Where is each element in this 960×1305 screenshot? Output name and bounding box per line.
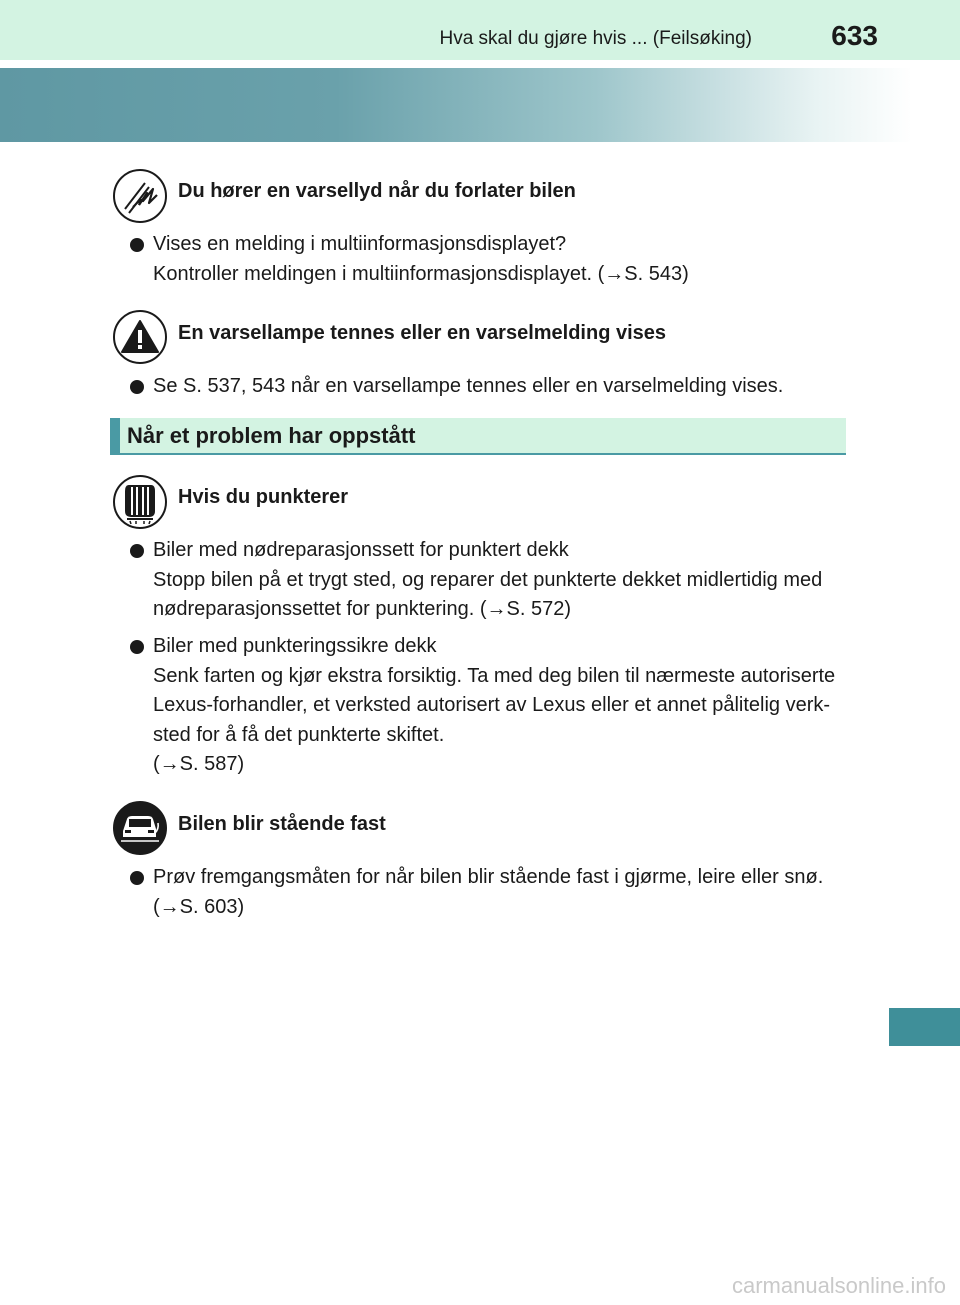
bullet-text: Biler med punkteringssikre dekk Senk farten og kjør ekstra forsiktig. Ta med deg bilen til nærmeste autoriserte Lexus-forhandler, et verksted autorisert av Lexus eller et annet pålitelig verk- sted for å få det punkterte skiftet. (→S. 587)	[153, 635, 836, 775]
section-heading-stuck-vehicle: Bilen blir stående fast	[178, 813, 386, 835]
bullet-marker	[130, 380, 144, 394]
bullet-text: Prøv fremgangsmåten for når bilen blir stående fast i gjørme, leire eller snø. (→S. 603)	[153, 866, 824, 918]
chapter-banner	[0, 68, 960, 142]
bullet-text: Se S. 537, 543 når en varsellampe tennes eller en varselmelding vises.	[153, 375, 784, 397]
bullet-text: Biler med nødreparasjonssett for punktert dekk Stopp bilen på et trygt sted, og reparer det punkterte dekket midlertidig med nødreparasjonssettet for punktering. (→S. 572)	[153, 539, 823, 620]
bullet-text: Vises en melding i multiinformasjonsdisplayet? Kontroller meldingen i multiinformasjonsdisplayet. (→S. 543)	[153, 233, 689, 285]
subsection-title: Når et problem har oppstått	[127, 423, 416, 448]
section-heading-warning-sound: Du hører en varsellyd når du forlater bilen	[178, 180, 576, 202]
chapter-side-tab	[889, 1008, 960, 1046]
subsection-accent	[110, 418, 120, 453]
flat-tire-icon	[113, 475, 167, 529]
section-heading-flat-tire: Hvis du punkterer	[178, 486, 349, 508]
chapter-title: Hva skal du gjøre hvis ... (Feilsøking)	[439, 28, 752, 49]
watermark: carmanualsonline.info	[731, 1273, 946, 1298]
warning-sound-icon	[113, 169, 167, 223]
bullet-marker	[130, 640, 144, 654]
page-number: 633	[831, 20, 878, 51]
stuck-vehicle-icon	[113, 801, 167, 855]
section-heading-warning-light: En varsellampe tennes eller en varselmelding vises	[178, 322, 667, 344]
bullet-marker	[130, 544, 144, 558]
bullet-marker	[130, 238, 144, 252]
warning-triangle-icon	[113, 310, 167, 364]
subsection-header	[110, 418, 846, 455]
bullet-marker	[130, 871, 144, 885]
page-header	[0, 0, 960, 60]
